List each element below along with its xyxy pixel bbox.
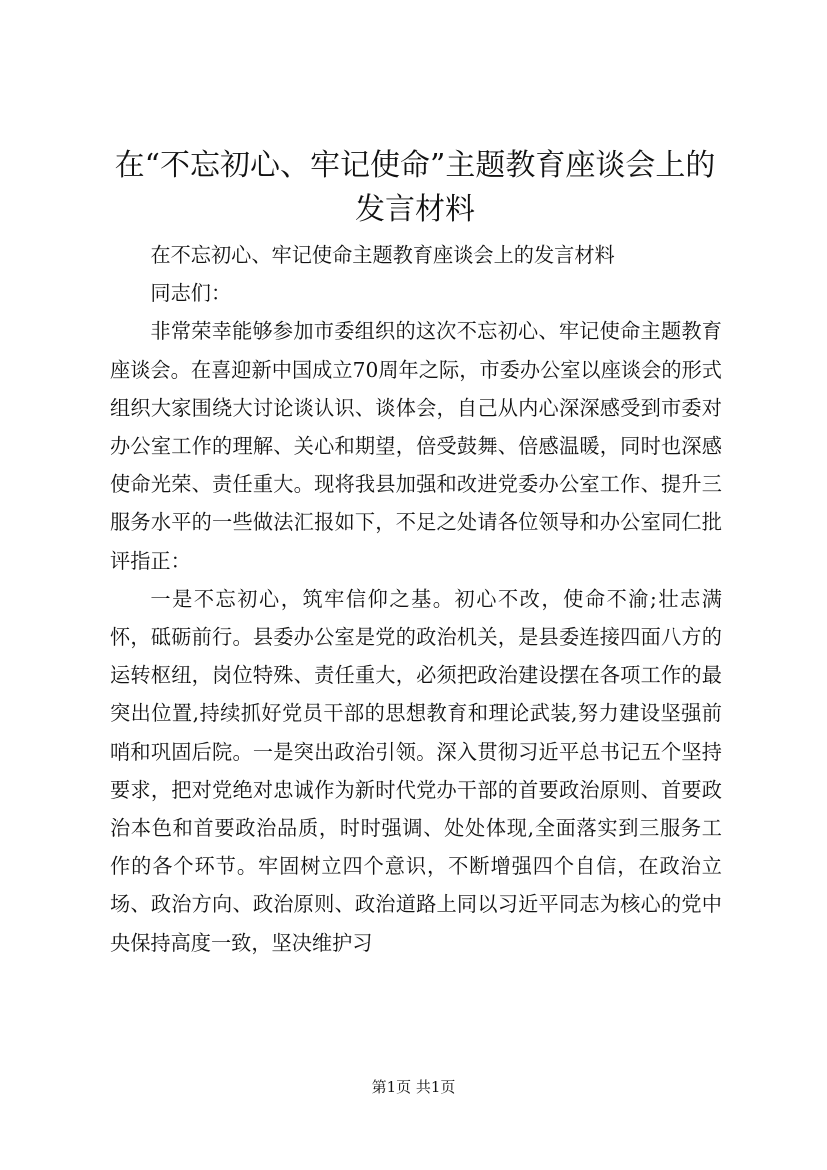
body-paragraph: 非常荣幸能够参加市委组织的这次不忘初心、牢记使命主题教育座谈会。在喜迎新中国成立70周年之际，市委办公室以座谈会的形式组织大家围绕大讨论谈认识、谈体会，自己从内心深深感受到市委对办公室工作的理解、关心和期望，倍受鼓舞、倍感温暖，同时也深感使命光荣、责任重大。现将我县加强和改进党委办公室工作、提升三服务水平的一些做法汇报如下，不足之处请各位领导和办公室同仁批评指正： <box>110 319 722 573</box>
page-footer: 第1页 共1页 <box>371 1078 456 1096</box>
salutation-paragraph: 同志们： <box>150 281 232 306</box>
document-title: 在“不忘初心、牢记使命”主题教育座谈会上的发言材料 <box>114 148 716 227</box>
document-body <box>110 236 722 962</box>
body-paragraph: 一是不忘初心，筑牢信仰之基。初心不改，使命不渝;壮志满怀，砥砺前行。县委办公室是党的政治机关，是县委连接四面八方的运转枢纽，岗位特殊、责任重大，必须把政治建设摆在各项工作的最突出位置,持续抓好党员干部的思想教育和理论武装,努力建设坚强前哨和巩固后院。一是突出政治引领。深入贯彻习近平总书记五个坚持要求，把对党绝对忠诚作为新时代党办干部的首要政治原则、首要政治本色和首要政治品质，时时强调、处处体现,全面落实到三服务工作的各个环节。牢固树立四个意识，不断增强四个自信，在政治立场、政治方向、政治原则、政治道路上同以习近平同志为核心的党中央保持高度一致，坚决维护习 <box>110 586 722 955</box>
subtitle-paragraph: 在不忘初心、牢记使命主题教育座谈会上的发言材料 <box>150 243 615 267</box>
